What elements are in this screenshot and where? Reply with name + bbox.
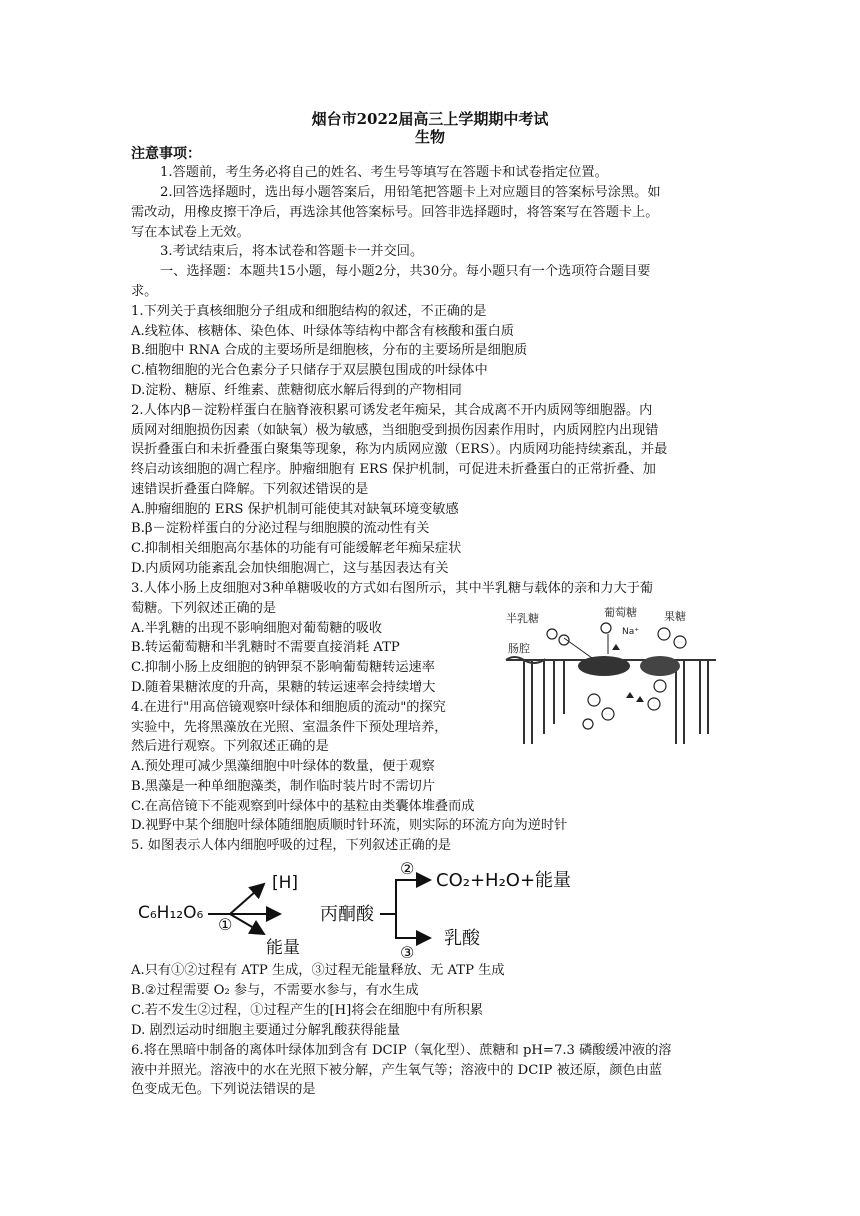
notice-item: 2.回答选择题时，选出每小题答案后，用铅笔把答题卡上对应题目的答案标号涂黑。如 (160, 185, 661, 200)
question-1-option: D.淀粉、糖原、纤维素、蔗糖彻底水解后得到的产物相同 (131, 383, 462, 398)
notice-item: 1.答题前，考生务必将自己的姓名、考生号等填写在答题卡和试卷指定位置。 (160, 165, 608, 180)
question-5-option: B.②过程需要 O₂ 参与，不需要水参与，有水生成 (131, 983, 419, 998)
pyruvate-label: 丙酮酸 (320, 904, 374, 925)
fructose-label: 果糖 (664, 610, 686, 623)
question-2-stem: 2.人体内β－淀粉样蛋白在脑脊液积累可诱发老年痴呆，其合成离不开内质网等细胞器。内 (131, 403, 653, 418)
question-6-stem: 6.将在黑暗中制备的离体叶绿体加到含有 DCIP（氧化型）、蔗糖和 pH=7.3 磷酸缓冲液的溶 (131, 1043, 672, 1058)
question-6-stem: 液中并照光。溶液中的水在光照下被分解，产生氧气等；溶液中的 DCIP 被还原，颜色由蓝 (131, 1063, 663, 1078)
question-4-stem: 然后进行观察。下列叙述正确的是 (131, 739, 329, 754)
glucose-formula: C₆H₁₂O₆ (138, 903, 204, 923)
glucose-label: 葡萄糖 (604, 606, 637, 619)
question-5-stem: 5. 如图表示人体内细胞呼吸的过程，下列叙述正确的是 (131, 838, 452, 853)
question-2-stem: 速错误折叠蛋白降解。下列叙述错误的是 (131, 482, 369, 497)
notice-heading: 注意事项： (131, 146, 201, 162)
aerobic-products: CO₂+H₂O+能量 (436, 870, 572, 891)
question-2-stem: 质网对细胞损伤因素（如缺氧）极为敏感，当细胞受到损伤因素作用时，内质网腔内出现错 (131, 423, 659, 438)
question-5-option: C.若不发生②过程，①过程产生的[H]将会在细胞中有所积累 (131, 1003, 484, 1018)
question-2-stem: 终启动该细胞的凋亡程序。肿瘤细胞有 ERS 保护机制，可促进未折叠蛋白的正常折叠、加 (131, 462, 656, 477)
question-4-option: D.视野中某个细胞叶绿体随细胞质顺时针环流，则实际的环流方向为逆时针 (131, 818, 568, 833)
question-6-stem: 色变成无色。下列说法错误的是 (131, 1082, 316, 1097)
question-5-option: D. 剧烈运动时细胞主要通过分解乳酸获得能量 (131, 1023, 401, 1038)
question-3-option: D.随着果糖浓度的升高，果糖的转运速率会持续增大 (131, 680, 436, 695)
membrane-fold (506, 657, 564, 734)
arrow (564, 638, 592, 658)
question-3-option: B.转运葡萄糖和半乳糖时不需要直接消耗 ATP (131, 640, 400, 655)
question-3-option: C.抑制小肠上皮细胞的钠钾泵不影响葡萄糖转运速率 (131, 660, 435, 675)
arrow-to-energy (230, 914, 264, 934)
notice-item: 3.考试结束后，将本试卷和答题卡一并交回。 (160, 244, 424, 259)
sglt-carrier (578, 656, 630, 676)
transport-figure (504, 604, 718, 756)
question-3-stem: 3.人体小肠上皮细胞对3种单糖吸收的方式如右图所示，其中半乳糖与载体的亲和力大于葡 (131, 581, 654, 596)
question-1-option: A.线粒体、核糖体、染色体、叶绿体等结构中都含有核酸和蛋白质 (131, 324, 514, 339)
question-2-option: D.内质网功能紊乱会加快细胞凋亡，这与基因表达有关 (131, 561, 449, 576)
sugar-molecules (547, 623, 686, 729)
notice-item: 需改动，用橡皮擦干净后，再选涂其他答案标号。回答非选择题时，将答案写在答题卡上。 (131, 205, 659, 220)
galactose-label: 半乳糖 (506, 612, 539, 625)
question-3-stem: 萄糖。下列叙述正确的是 (131, 601, 277, 616)
question-4-option: B.黑藻是一种单细胞藻类，制作临时装片时不需切片 (131, 779, 436, 794)
notice-item: 写在本试卷上无效。 (131, 225, 250, 240)
exam-title: 烟台市2022届高三上学期期中考试 (311, 110, 549, 128)
exam-subject: 生物 (414, 128, 445, 146)
step-2-marker: ② (400, 859, 415, 878)
energy-label: 能量 (266, 938, 300, 958)
question-3-option: A.半乳糖的出现不影响细胞对葡萄糖的吸收 (131, 621, 383, 636)
section-intro: 一、选择题：本题共15小题，每小题2分，共30分。每小题只有一个选项符合题目要 (160, 264, 651, 279)
question-2-option: C.抑制相关细胞高尔基体的功能有可能缓解老年痴呆症状 (131, 541, 462, 556)
question-1-option: C.植物细胞的光合色素分子只储存于双层膜包围成的叶绿体中 (131, 363, 488, 378)
question-4-stem: 4.在进行"用高倍镜观察叶绿体和细胞质的流动"的探究 (131, 700, 446, 715)
question-2-stem: 误折叠蛋白和未折叠蛋白聚集等现象，称为内质网应激（ERS）。内质网功能持续紊乱，并最 (131, 442, 668, 457)
arrow-to-lactate (396, 914, 430, 938)
sodium-label: Na⁺ (622, 627, 639, 637)
hydrogen-label: [H] (272, 873, 299, 893)
lumen-label: 肠腔 (508, 642, 530, 655)
question-4-option: A.预处理可减少黑藻细胞中叶绿体的数量，便于观察 (131, 759, 435, 774)
question-4-stem: 实验中，先将黑藻放在光照、室温条件下预处理培养， (131, 720, 448, 735)
question-1-stem: 1.下列关于真核细胞分子组成和细胞结构的叙述，不正确的是 (131, 304, 487, 319)
section-intro: 求。 (131, 284, 158, 299)
question-1-option: B.细胞中 RNA 合成的主要场所是细胞核，分布的主要场所是细胞质 (131, 343, 528, 358)
lactate-label: 乳酸 (444, 928, 480, 949)
arrow-to-h (230, 884, 264, 914)
arrow-to-aerobic (380, 880, 430, 914)
glut5-carrier (640, 656, 680, 676)
question-4-option: C.在高倍镜下不能观察到叶绿体中的基粒由类囊体堆叠而成 (131, 799, 475, 814)
question-2-option: B.β－淀粉样蛋白的分泌过程与细胞膜的流动性有关 (131, 521, 430, 536)
respiration-diagram (134, 858, 604, 958)
question-5-option: A.只有①②过程有 ATP 生成，③过程无能量释放、无 ATP 生成 (131, 963, 505, 978)
question-2-option: A.肿瘤细胞的 ERS 保护机制可能使其对缺氧环境变敏感 (131, 502, 459, 517)
step-1-marker: ① (218, 915, 233, 934)
step-3-marker: ③ (400, 943, 415, 958)
